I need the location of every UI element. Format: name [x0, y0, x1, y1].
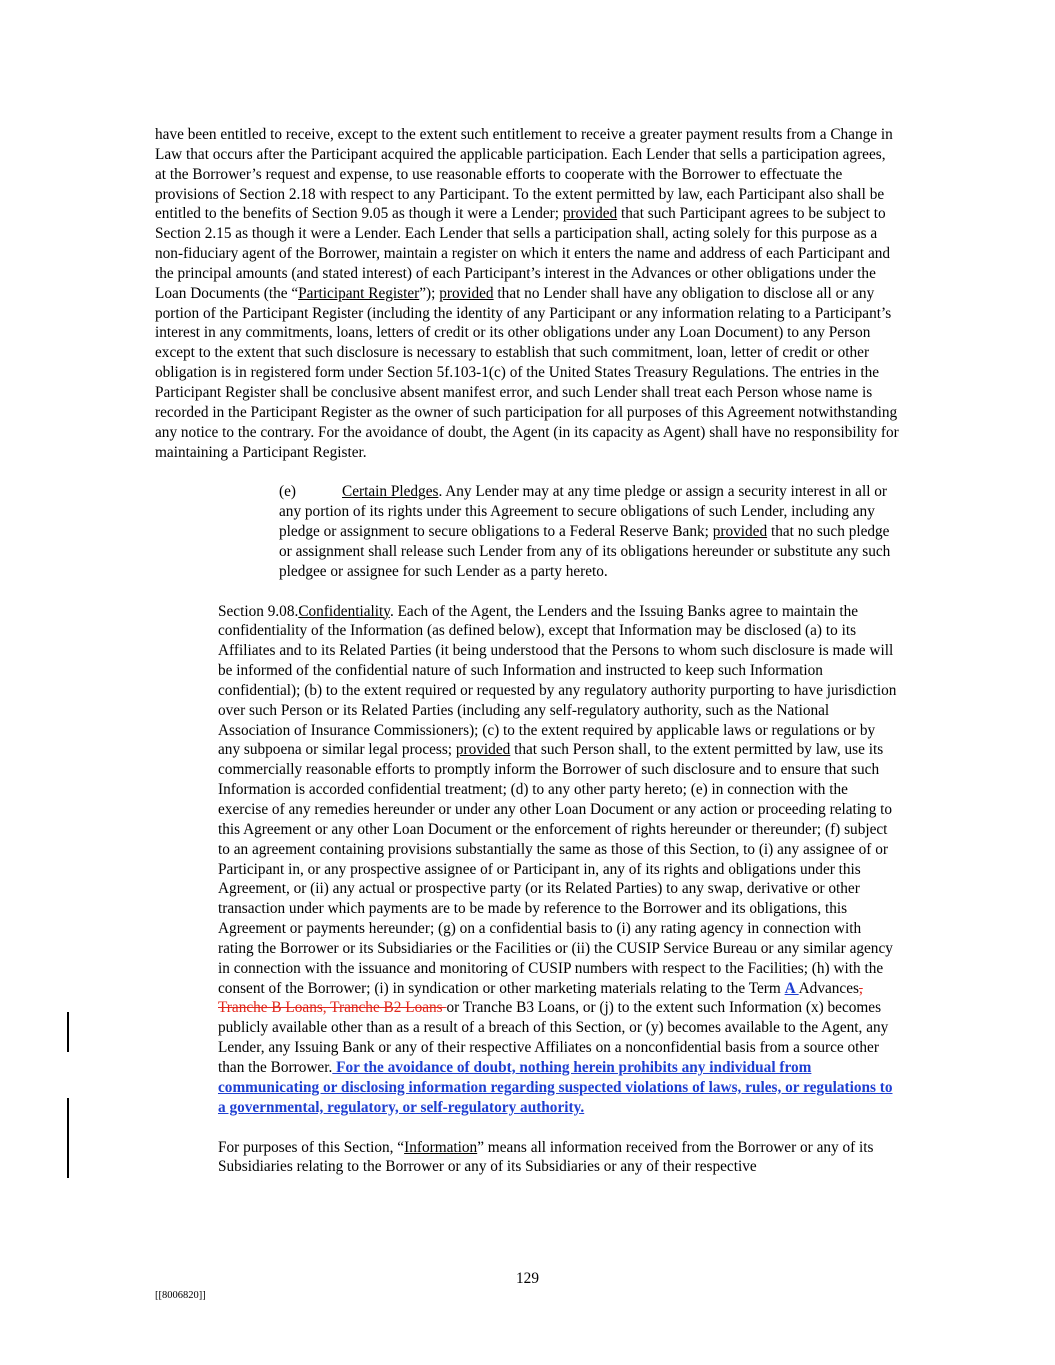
provided-term: provided [455, 741, 511, 759]
inserted-text: A [784, 979, 799, 997]
paragraph-information-definition: For purposes of this Section, “Information” means all information received from the Borrower or any of its Subsidiaries relating to the Borrower or any of its Subsidiaries or any of their respective [218, 1138, 874, 1176]
paragraph-spacer [155, 1118, 900, 1138]
provided-term: provided [712, 523, 768, 541]
page-number: 129 [516, 1270, 539, 1287]
paragraph-certain-pledges: (e) Certain Pledges. Any Lender may at any time pledge or assign a security interest in all or any portion of its rights under this Agreement to secure obligations of such Lender, including any pledge or assignment to secure obligations to a Federal Reserve Bank; provided that no such pledge or assignment shall release such Lender from any of its obligations hereunder or substitute any such pledgee or assignee for such Lender as a party hereto. [279, 483, 891, 580]
clause-heading: Certain Pledges [342, 483, 439, 501]
change-bar [67, 1098, 69, 1178]
document-body [155, 125, 900, 1177]
paragraph-confidentiality: Section 9.08.Confidentiality. Each of the Agent, the Lenders and the Issuing Banks agree to maintain the confidentiality of the Information (as defined below), except that Information may be disclosed (a) to its Affiliates and to its Related Parties (it being understood that the Persons to whom such disclosure is made will be informed of the confidential nature of such Information and instructed to keep such Information confidential); (b) to the extent required or requested by any regulatory authority purporting to have jurisdiction over such Person or its Related Parties (including any self-regulatory authority, such as the National Association of Insurance Commissioners); (c) to the extent required by applicable laws or regulations or by any subpoena or similar legal process; provided that such Person shall, to the extent permitted by law, use its commercially reasonable efforts to promptly inform the Borrower of such disclosure and to ensure that such Information is accorded confidential treatment; (d) to any other party hereto; (e) in connection with the exercise of any remedies hereunder or under any other Loan Document or any action or proceeding relating to this Agreement or any other Loan Document or the enforcement of rights hereunder or thereunder; (f) subject to an agreement containing provisions substantially the same as those of this Section, to (i) any assignee of or Participant in, or any prospective assignee of or Participant in, any of its rights and obligations under this Agreement, or (ii) any actual or prospective party (or its Related Parties) to any swap, derivative or other transaction under which payments are to be made by reference to the Borrower and its obligations, this Agreement or payments hereunder; (g) on a confidential basis to (i) any rating agency in connection with rating the Borrower or its Subsidiaries or the Facilities or (ii) the CUSIP Service Bureau or any similar agency in connection with the issuance and monitoring of CUSIP numbers with respect to the Facilities; (h) with the consent of the Borrower; (i) in syndication or other marketing materials relating to the Term A Advances, Tranche B Loans, Tranche B2 Loans or Tranche B3 Loans, or (j) to the extent such Information (x) becomes publicly available other than as a result of a breach of this Section, or (y) becomes available to the Agent, any Lender, any Issuing Bank or any of their respective Affiliates on a nonconfidential basis from a source other than the Borrower. For the avoidance of doubt, nothing herein prohibits any individual from communicating or disclosing information regarding suspected violations of laws, rules, or regulations to a governmental, regulatory, or self-regulatory authority. [218, 602, 897, 1116]
provided-term: provided [439, 284, 494, 302]
document-id: [[8006820]] [155, 1290, 206, 1301]
paragraph-spacer [155, 462, 900, 482]
paragraph-spacer [155, 582, 900, 602]
inserted-text: For the avoidance of doubt, nothing herein prohibits any individual from communicating or disclosing information regarding suspected violations of laws, rules, or regulations to a governmental, regulatory, or self-regulatory authority. [218, 1058, 893, 1116]
paragraph-participant-register: have been entitled to receive, except to the extent such entitlement to receive a greater payment results from a Change in Law that occurs after the Participant acquired the applicable participation. Each Lender that sells a participation agrees, at the Borrower’s request and expense, to use reasonable efforts to cooperate with the Borrower to effectuate the provisions of Section 2.18 with respect to any Participant. To the extent permitted by law, each Participant also shall be entitled to the benefits of Section 9.05 as though it were a Lender; provided that such Participant agrees to be subject to Section 2.15 as though it were a Lender. Each Lender that sells a participation shall, acting solely for this purpose as a non-fiduciary agent of the Borrower, maintain a register on which it enters the name and address of each Participant and the principal amounts (and stated interest) of each Participant’s interest in the Advances or other obligations under the Loan Documents (the “Participant Register”); provided that no Lender shall have any obligation to disclose all or any portion of the Participant Register (including the identity of any Participant or any information relating to a Participant’s interest in any commitments, loans, letters of credit or its other obligations under any Loan Document) to any Person except to the extent that such disclosure is necessary to establish that such commitment, loan, letter of credit or other obligation is in registered form under Section 5f.103-1(c) of the United States Treasury Regulations. The entries in the Participant Register shall be conclusive absent manifest error, and such Lender shall treat each Person whose name is recorded in the Participant Register as the owner of such participation for all purposes of this Agreement notwithstanding any notice to the contrary. For the avoidance of doubt, the Agent (in its capacity as Agent) shall have no responsibility for maintaining a Participant Register. [155, 126, 899, 461]
change-bar [67, 1012, 69, 1052]
participant-register-term: Participant Register [298, 284, 420, 302]
deleted-text: , Tranche B Loans, Tranche B2 Loans [218, 979, 863, 1017]
information-term: Information [404, 1138, 478, 1156]
section-heading: Confidentiality [298, 602, 390, 620]
section-number: Section 9.08. [218, 602, 299, 620]
provided-term: provided [562, 205, 618, 223]
clause-label: (e) [279, 483, 296, 501]
